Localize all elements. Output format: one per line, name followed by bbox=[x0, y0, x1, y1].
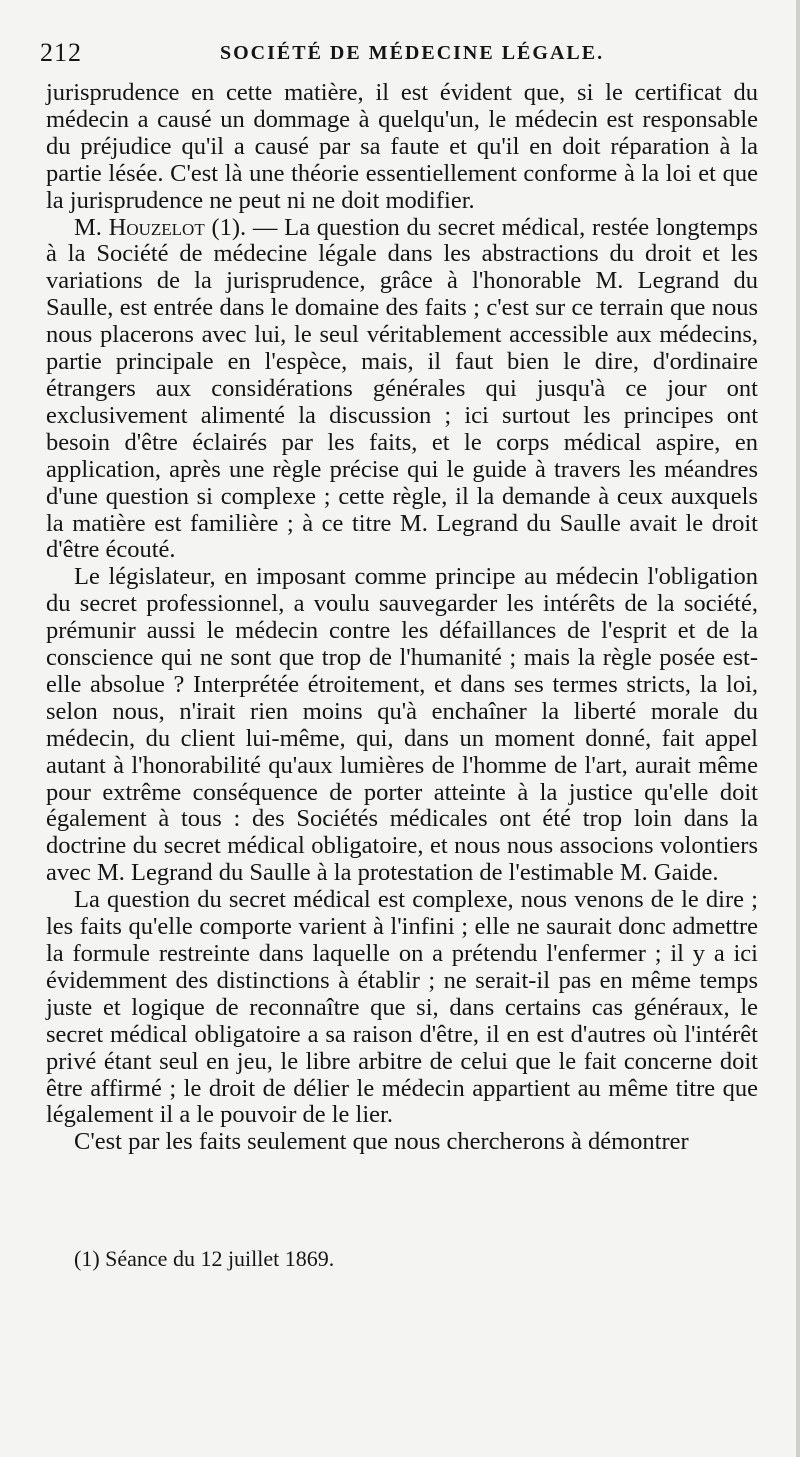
footnote-reference: (1). bbox=[211, 213, 247, 241]
page-edge bbox=[796, 0, 800, 1457]
paragraph-2-text: — La question du secret médical, restée longtemps à la Société de médecine légale dans les abstractions du droit et les variations de la jurisprudence, grâce à l'honorable M. Legrand du Saulle, est entrée dans le domaine des faits ; c'est sur ce terrain que nous nous placerons avec lui, le seul véritablement accessible aux médecins, partie principale en l'espèce, mais, il faut bien le dire, d'ordinaire étrangers aux considérations générales qui jusqu'à ce jour ont exclusivement alimenté la discussion ; ici surtout les principes ont besoin d'être éclairés par les faits, et le corps médical aspire, en application, après une règle précise qui le guide à travers les méandres d'une question si complexe ; cette règle, il la demande à ceux auxquels la matière est familière ; à ce titre M. Legrand du Saulle avait le droit d'être écouté. bbox=[46, 213, 758, 564]
paragraph-2 bbox=[46, 215, 758, 565]
running-title: SOCIÉTÉ DE MÉDECINE LÉGALE. bbox=[220, 42, 605, 64]
footnote: (1) Séance du 12 juillet 1869. bbox=[74, 1246, 335, 1271]
paragraph-3: Le législateur, en imposant comme principe au médecin l'obligation du secret professionnel, a voulu sauvegarder les intérêts de la société, prémunir aussi le médecin contre les défaillances de l'esprit et de la conscience qui ne sont que trop de l'humanité ; mais la règle posée est-elle absolue ? Interprétée étroitement, et dans ses termes stricts, la loi, selon nous, n'irait rien moins qu'à enchaîner la liberté morale du médecin, du client lui-même, qui, dans un moment donné, fait appel autant à l'honorabilité qu'aux lumières de l'homme de l'art, aurait même pour extrême conséquence de porter atteinte à la justice qu'elle doit également à tous : des Sociétés médicales ont été trop loin dans la doctrine du secret médical obligatoire, et nous nous associons volontiers avec M. Legrand du Saulle à la protestation de l'estimable M. Gaide. bbox=[46, 563, 758, 887]
body-text bbox=[46, 80, 758, 1156]
speaker-name: M. Houzelot bbox=[74, 213, 205, 241]
paragraph-4: La question du secret médical est complexe, nous venons de le dire ; les faits qu'elle comporte varient à l'infini ; elle ne saurait donc admettre la formule restreinte dans laquelle on a prétendu l'enfermer ; il y a ici évidemment des distinctions à établir ; ne serait-il pas en même temps juste et logique de reconnaître que si, dans certains cas généraux, le secret médical obligatoire a sa raison d'être, il en est d'autres où l'intérêt privé étant seul en jeu, le libre arbitre de celui que le fait concerne doit être affirmé ; le droit de délier le médecin appartient au même titre que légalement il a le pouvoir de le lier. bbox=[46, 886, 758, 1129]
page-number: 212 bbox=[40, 38, 82, 67]
page-header bbox=[40, 34, 760, 74]
paragraph-1: jurisprudence en cette matière, il est évident que, si le certificat du médecin a causé un dommage à quelqu'un, le médecin est responsable du préjudice qu'il a causé par sa faute et qu'il en doit réparation à la partie lésée. C'est là une théorie essentiellement conforme à la loi et que la jurisprudence ne peut ni ne doit modifier. bbox=[46, 79, 758, 214]
paragraph-5: C'est par les faits seulement que nous chercherons à démontrer bbox=[74, 1128, 689, 1156]
